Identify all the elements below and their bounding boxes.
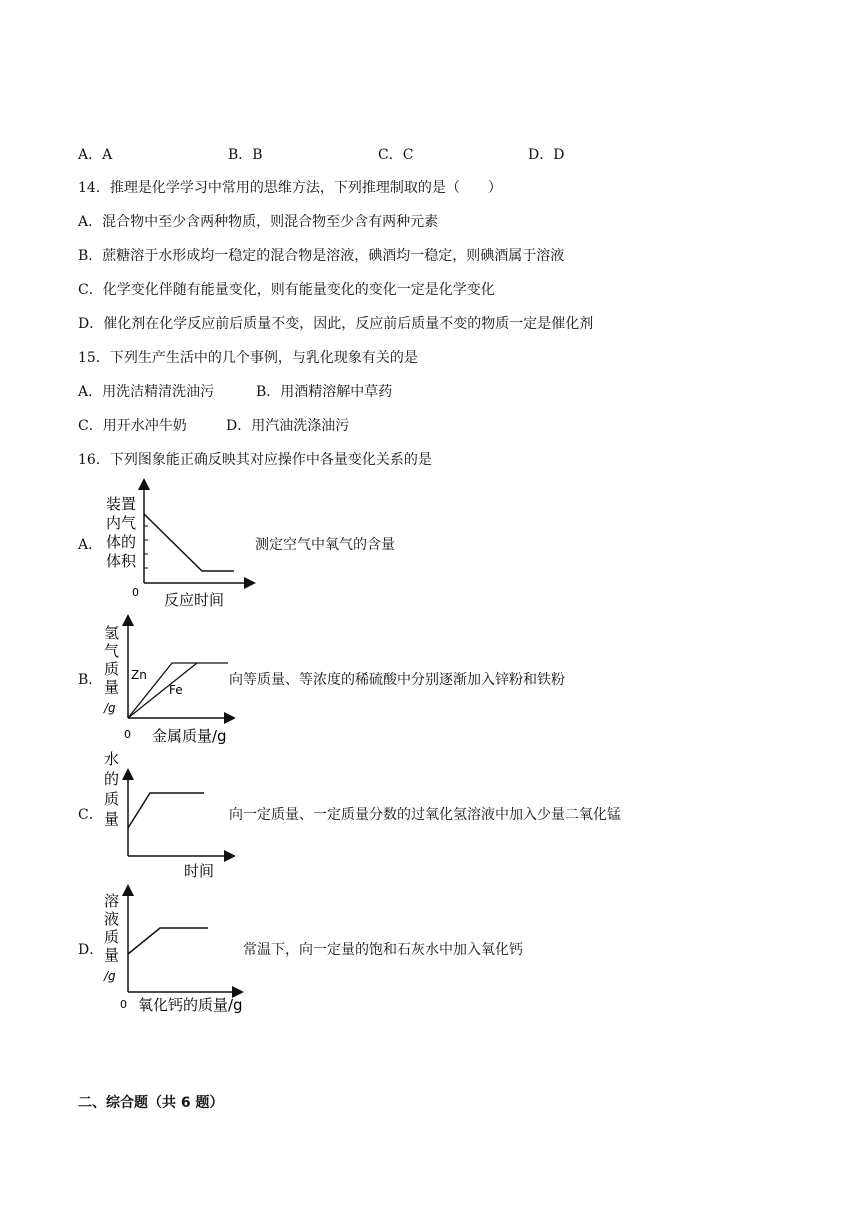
q15-option-a: A．用洗洁精清洗油污: [78, 384, 215, 400]
q13-option-c: C．C: [378, 147, 414, 163]
q16-b-letter: B．: [78, 672, 103, 688]
q16-c-ylabel-1: 水: [104, 750, 120, 768]
q16-d-ylabel-1: 溶: [104, 892, 120, 910]
q14-option-b: B．蔗糖溶于水形成均一稳定的混合物是溶液，碘酒均一稳定，则碘酒属于溶液: [78, 248, 565, 264]
q16-b-ylabel-5: /g: [104, 701, 116, 715]
q14-stem: 14．推理是化学学习中常用的思维方法，下列推理制取的是（ ）: [78, 180, 502, 196]
q15-option-c: C．用开水冲牛奶: [78, 418, 187, 434]
q16-a-origin: 0: [132, 586, 139, 599]
q16-d-ylabel-3: 质: [104, 928, 120, 946]
q16-a-graph: [100, 478, 260, 610]
q16-a-curve: [144, 514, 234, 571]
q16-d-ylabel-5: /g: [104, 969, 116, 983]
q16-d-graph: [100, 884, 250, 1016]
q16-b-xlabel: 金属质量/g: [152, 727, 227, 745]
q16-c-caption: 向一定质量、一定质量分数的过氧化氢溶液中加入少量二氧化锰: [229, 807, 621, 823]
q14-option-c: C．化学变化伴随有能量变化，则有能量变化的变化一定是化学变化: [78, 282, 495, 298]
q16-a-letter: A．: [78, 537, 103, 553]
q14-option-a: A．混合物中至少含两种物质，则混合物至少含有两种元素: [78, 214, 439, 230]
q16-b-zn-label: Zn: [131, 668, 147, 682]
q13-option-a: A．A: [78, 147, 113, 163]
q16-b-ylabel-2: 气: [104, 642, 120, 660]
q16-c-letter: C．: [78, 807, 103, 823]
q16-a-caption: 测定空气中氧气的含量: [255, 537, 395, 553]
q14-option-d: D．催化剂在化学反应前后质量不变，因此，反应前后质量不变的物质一定是催化剂: [78, 316, 594, 332]
q16-d-letter: D．: [78, 942, 104, 958]
q16-b-graph: [100, 614, 235, 747]
q16-c-curve: [128, 793, 204, 828]
q16-d-xlabel: 氧化钙的质量/g: [138, 996, 243, 1014]
q16-c-ylabel-4: 量: [104, 810, 120, 828]
q16-d-origin: 0: [120, 998, 127, 1011]
q16-c-xlabel: 时间: [184, 862, 215, 880]
q16-d-curve: [128, 928, 208, 954]
q16-b-origin: 0: [124, 728, 131, 741]
q16-d-ylabel-4: 量: [104, 946, 120, 964]
q16-a-ylabel-1: 装置: [106, 495, 137, 513]
q16-d-ylabel-2: 液: [104, 910, 120, 928]
q16-a-ylabel-4: 体积: [106, 552, 137, 570]
q16-c-ylabel-3: 质: [104, 790, 120, 808]
q16-b-ylabel-3: 质: [104, 660, 120, 678]
q16-b-ylabel-4: 量: [104, 678, 120, 696]
q16-a-ylabel-2: 内气: [106, 514, 137, 532]
q16-stem: 16．下列图象能正确反映其对应操作中各量变化关系的是: [78, 452, 432, 468]
q15-option-d: D．用汽油洗涤油污: [226, 418, 350, 434]
q16-c-graph: [100, 748, 235, 880]
q16-c-ylabel-2: 的: [104, 770, 120, 788]
q16-b-fe-label: Fe: [169, 683, 183, 697]
section-heading: 二、综合题（共 6 题）: [78, 1095, 224, 1111]
q16-d-caption: 常温下，向一定量的饱和石灰水中加入氧化钙: [243, 942, 523, 958]
q16-a-ylabel-3: 体的: [106, 533, 137, 551]
q16-a-xlabel: 反应时间: [164, 591, 225, 609]
q15-stem: 15．下列生产生活中的几个事例，与乳化现象有关的是: [78, 350, 418, 366]
q16-b-ylabel-1: 氢: [104, 624, 120, 642]
q13-option-d: D．D: [528, 147, 565, 163]
q15-option-b: B．用酒精溶解中草药: [256, 384, 393, 400]
q16-b-caption: 向等质量、等浓度的稀硫酸中分别逐渐加入锌粉和铁粉: [229, 672, 565, 688]
q13-option-b: B．B: [228, 147, 263, 163]
